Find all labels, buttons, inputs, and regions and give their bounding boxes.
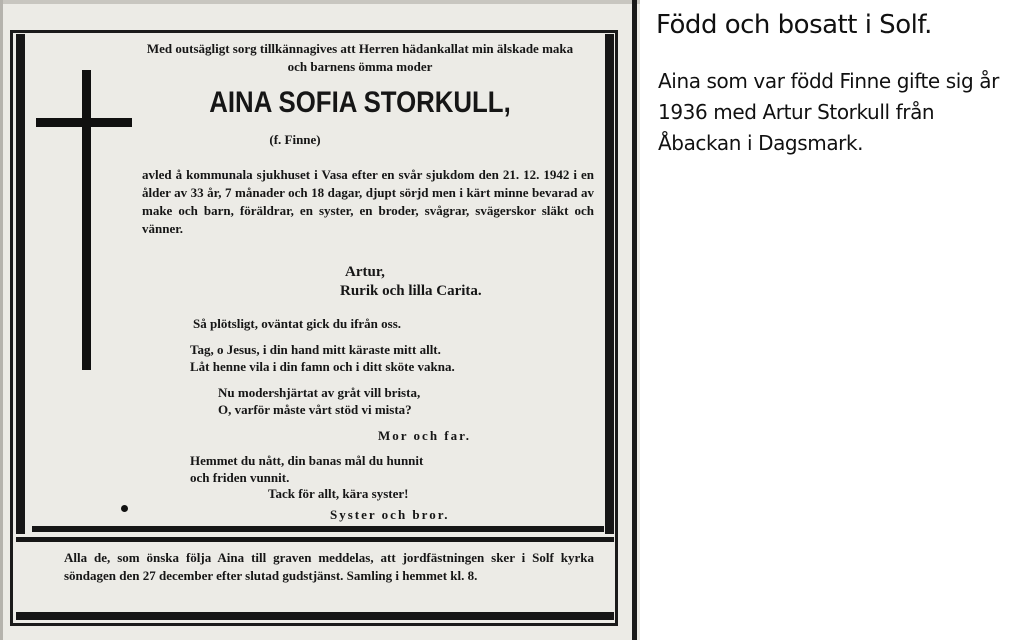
notice-body: avled å kommunala sjukhuset i Vasa efter en svår sjukdom den 21. 12. 1942 i en ålder av 33 år, 7 månader och 18 dagar, djupt sörjd men i kärt minne bevarad av make och barn, föräldrar, en syster, en broder, svågrar, svägerskor släkt och vänner. — [142, 167, 594, 236]
funeral-notice: Alla de, som önska följa Aina till graven meddelas, att jordfästningen sker i Solf kyrka söndagen den 27 december efter slutad gudstjänst. Samling i hemmet kl. 8. — [64, 550, 594, 583]
page-top-rule — [0, 0, 640, 4]
bullet-dot — [121, 505, 128, 512]
signature-children: Rurik och lilla Carita. — [340, 283, 482, 299]
bottom-rule — [16, 612, 614, 620]
frame-left-bar — [16, 34, 25, 534]
column-rule — [632, 0, 637, 640]
verse-line: Nu modershjärtat av gråt vill brista, — [218, 385, 421, 400]
verse-line: Hemmet du nått, din banas mål du hunnit — [190, 453, 424, 468]
verse-line: Tag, o Jesus, i din hand mitt käraste mitt allt. — [190, 342, 441, 357]
caption-body: Aina som var född Finne gifte sig år 1936 med Artur Storkull från Åbackan i Dagsmark. — [658, 69, 999, 155]
cross-icon-horizontal — [36, 118, 132, 127]
page-left-edge — [0, 0, 3, 640]
verse-line: Låt henne vila i din famn och i ditt sköte vakna. — [190, 359, 455, 374]
verse-signature: Mor och far. — [378, 428, 471, 443]
divider-rule — [16, 537, 614, 542]
maiden-name: (f. Finne) — [269, 132, 321, 147]
signature-husband: Artur, — [345, 264, 385, 280]
verse-line: Så plötsligt, oväntat gick du ifrån oss. — [193, 316, 402, 331]
divider-rule — [32, 526, 604, 532]
frame-right-bar — [605, 34, 614, 534]
verse-line: Tack för allt, kära syster! — [268, 486, 409, 501]
verse-line: och friden vunnit. — [190, 470, 290, 485]
verse-signature: Syster och bror. — [330, 507, 450, 522]
caption-title: Född och bosatt i Solf. — [656, 10, 932, 40]
verse-line: O, varför måste vårt stöd vi mista? — [218, 402, 412, 417]
cross-icon-vertical — [82, 70, 91, 370]
deceased-name: AINA SOFIA STORKULL, — [209, 86, 511, 119]
notice-intro: Med outsägligt sorg tillkännagives att Herren hädankallat min älskade maka och barnens ömma moder — [146, 41, 574, 74]
